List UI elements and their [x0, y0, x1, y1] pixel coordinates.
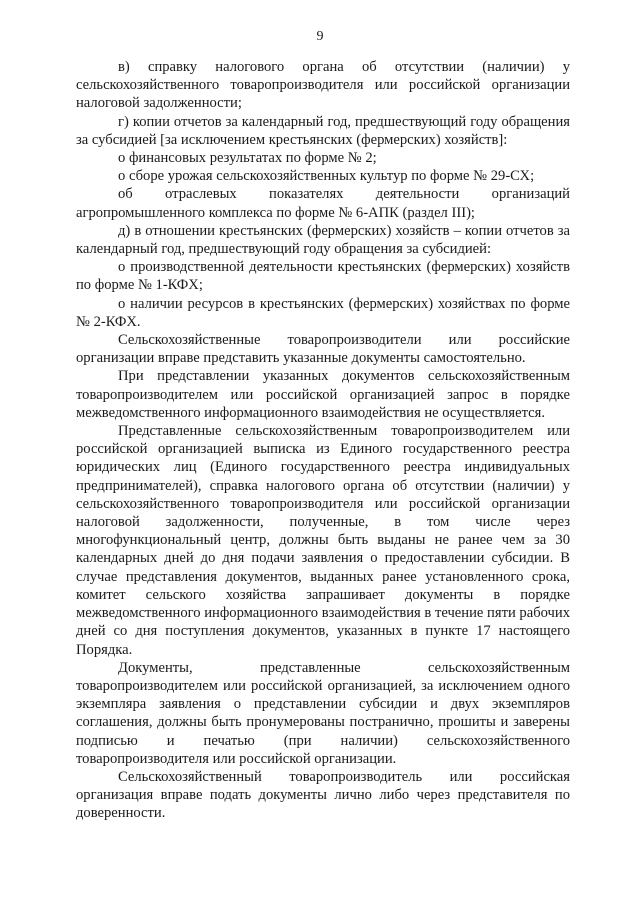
paragraph-item-g: г) копии отчетов за календарный год, предшествующий году обращения за субсидией [за исключением крестьянских (фермерских) хозяйств]: [76, 113, 570, 148]
paragraph-resources: о наличии ресурсов в крестьянских (фермерских) хозяйствах по форме № 2-КФХ. [76, 295, 570, 330]
paragraph-item-d: д) в отношении крестьянских (фермерских) хозяйств – копии отчетов за календарный год, предшествующий году обращения за субсидией: [76, 222, 570, 258]
paragraph-self-submission: Сельскохозяйственные товаропроизводители или российские организации вправе представить указанные документы самостоятельно. [76, 332, 570, 367]
document-body [76, 58, 570, 823]
paragraph-document-validity: Представленные сельскохозяйственным товаропроизводителем или российской организацией выписка из Единого государственного реестра юридических лиц (Единого государственного реестра индивидуальных предпринимателей), справка налогового органа об отсутствии (наличии) у сельскохозяйственного товаропроизводителя или российской организации налоговой задолженности, полученные, в том числе через многофункциональный центр, должны быть выданы не ранее чем за 30 календарных дней до дня подачи заявления о предоставлении субсидии. В случае представления документов, выданных ранее установленного срока, комитет сельского хозяйства запрашивает документы в порядке межведомственного информационного взаимодействия в течение пяти рабочих дней со дня поступления документов, указанных в пункте 17 настоящего Порядка. [76, 423, 570, 658]
paragraph-item-v: в) справку налогового органа об отсутствии (наличии) у сельскохозяйственного товаропроизводителя или российской организации налоговой задолженности; [76, 59, 570, 112]
paragraph-harvest: о сборе урожая сельскохозяйственных культур по форме № 29-СХ; [118, 168, 535, 185]
paragraph-submission-method: Сельскохозяйственный товаропроизводитель или российская организация вправе подать документы лично либо через представителя по доверенности. [76, 768, 570, 822]
page-number: 9 [316, 29, 324, 44]
paragraph-production-activity: о производственной деятельности крестьянских (фермерских) хозяйств по форме № 1-КФХ; [76, 259, 570, 294]
paragraph-document-requirements: Документы, представленные сельскохозяйственным товаропроизводителем или российской организацией, за исключением одного экземпляра заявления о представлении субсидии и двух экземпляров соглашения, должны быть пронумерованы постранично, прошиты и заверены подписью и печатью (при наличии) сельскохозяйственного товаропроизводителя или российской организации. [76, 659, 570, 767]
paragraph-no-interagency-request: При представлении указанных документов сельскохозяйственным товаропроизводителем или российской организацией запрос в порядке межведомственного информационного взаимодействия не осуществляется. [76, 368, 570, 421]
paragraph-financial-results: о финансовых результатах по форме № 2; [118, 150, 377, 167]
paragraph-industry-indicators: об отраслевых показателях деятельности организаций агропромышленного комплекса по форме № 6-АПК (раздел III); [76, 186, 570, 221]
